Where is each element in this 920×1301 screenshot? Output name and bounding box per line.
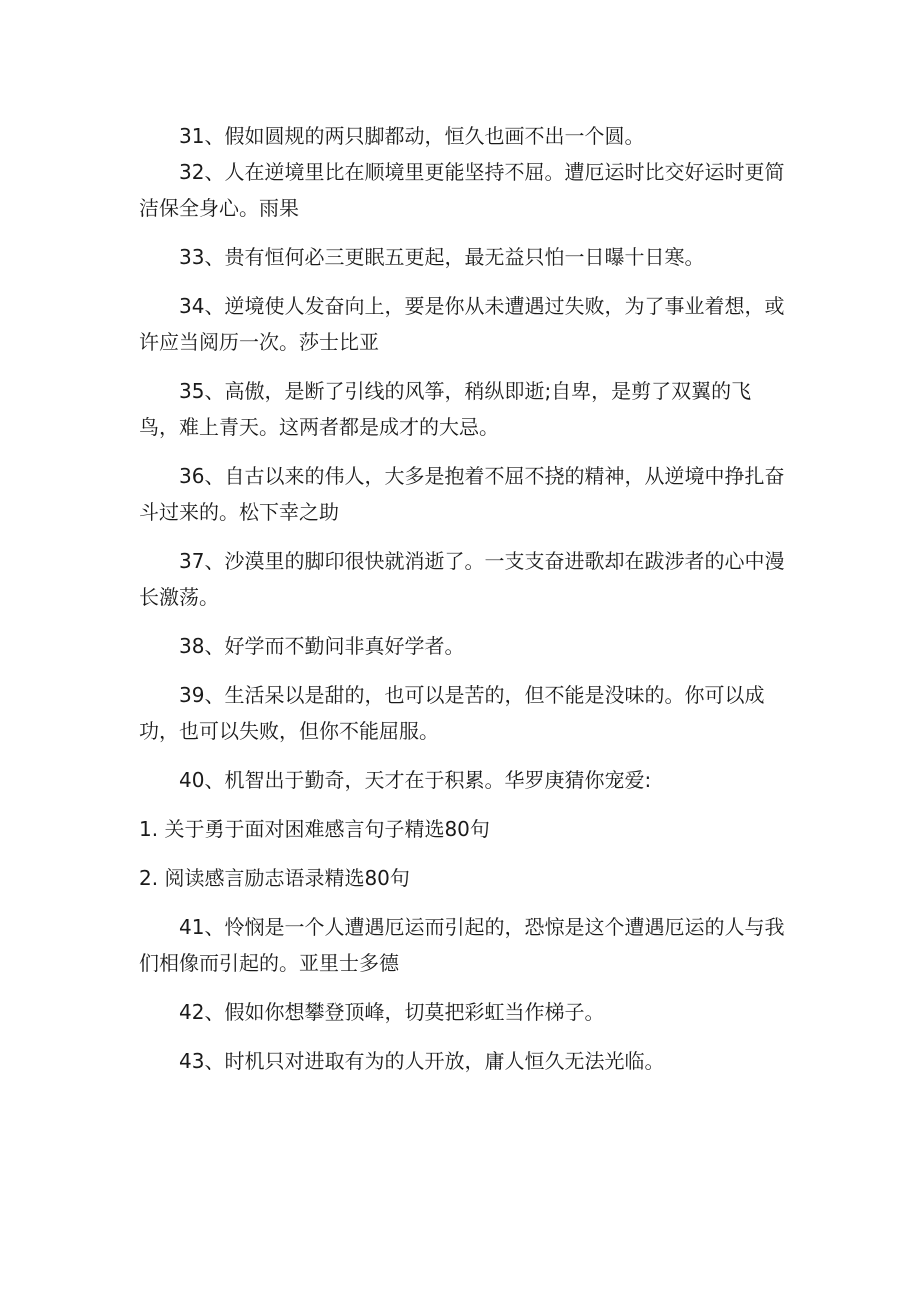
paragraph-35: 35、高傲，是断了引线的风筝，稍纵即逝;自卑，是剪了双翼的飞鸟，难上青天。这两者都是成才的大忌。 <box>139 379 752 439</box>
paragraph-36: 36、自古以来的伟人，大多是抱着不屈不挠的精神，从逆境中挣扎奋斗过来的。松下幸之助 <box>139 464 785 524</box>
paragraph-32: 32、人在逆境里比在顺境里更能坚持不屈。遭厄运时比交好运时更简洁保全身心。雨果 <box>139 160 785 220</box>
related-link-1[interactable]: 1. 关于勇于面对困难感言句子精选80句 <box>139 817 490 841</box>
paragraph-40: 40、机智出于勤奇，天才在于积累。华罗庚猜你宠爱: <box>179 768 652 792</box>
related-link-2[interactable]: 2. 阅读感言励志语录精选80句 <box>139 866 410 890</box>
paragraph-33: 33、贵有恒何必三更眠五更起，最无益只怕一日曝十日寒。 <box>179 245 705 269</box>
paragraph-31: 31、假如圆规的两只脚都动，恒久也画不出一个圆。 <box>179 124 645 148</box>
paragraph-41: 41、怜悯是一个人遭遇厄运而引起的，恐惊是这个遭遇厄运的人与我们相像而引起的。亚里士多德 <box>139 915 785 975</box>
paragraph-39: 39、生活呆以是甜的，也可以是苦的，但不能是没味的。你可以成功，也可以失败，但你不能屈服。 <box>139 683 765 743</box>
paragraph-42: 42、假如你想攀登顶峰，切莫把彩虹当作梯子。 <box>179 1000 605 1024</box>
paragraph-37: 37、沙漠里的脚印很快就消逝了。一支支奋进歌却在跋涉者的心中漫长激荡。 <box>139 549 785 609</box>
paragraph-43: 43、时机只对进取有为的人开放，庸人恒久无法光临。 <box>179 1049 665 1073</box>
paragraph-38: 38、好学而不勤问非真好学者。 <box>179 634 465 658</box>
paragraph-34: 34、逆境使人发奋向上，要是你从未遭遇过失败，为了事业着想，或许应当阅历一次。莎士比亚 <box>139 294 785 354</box>
